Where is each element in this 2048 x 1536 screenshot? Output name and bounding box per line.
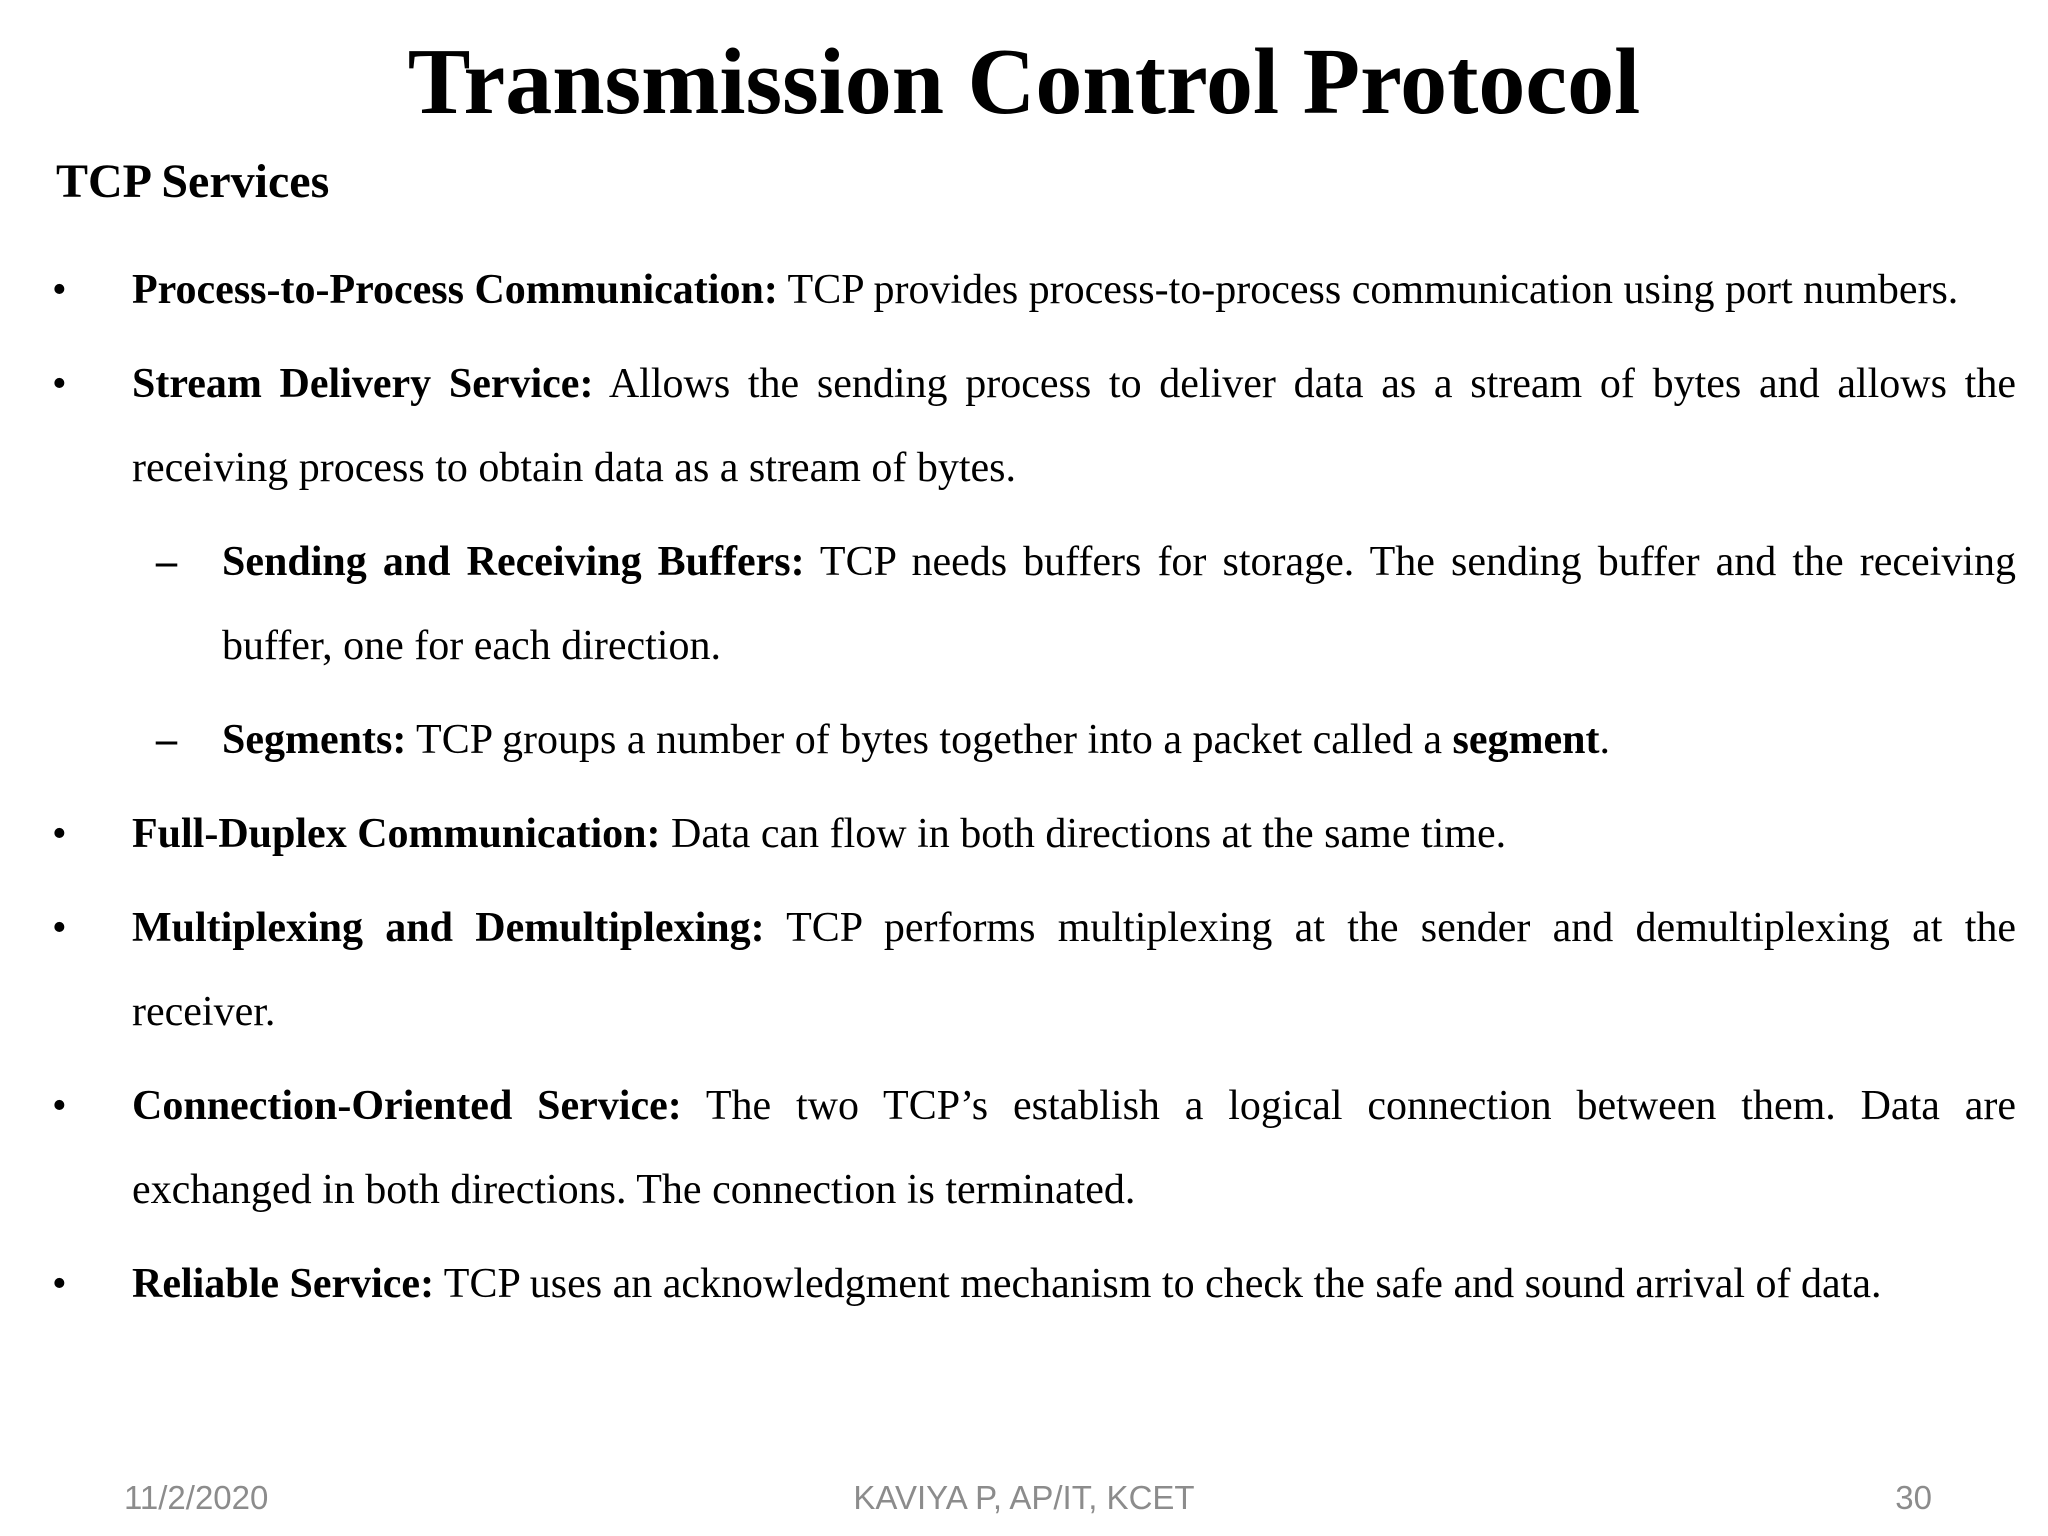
item-text: The two TCP’s establish a logical connection between them. Data are exchanged in both directions. The connection is terminated. [132,1083,2016,1213]
bullet-marker: • [52,905,67,951]
list-item [52,1064,2016,1232]
dash-marker: – [156,539,177,585]
item-label: Multiplexing and Demultiplexing: [132,905,765,951]
footer-author: KAVIYA P, AP/IT, KCET [853,1479,1195,1516]
bullet-marker: • [52,361,67,407]
item-label: Connection-Oriented Service: [132,1083,682,1129]
list-item [52,886,2016,1054]
item-text: TCP groups a number of bytes together into a packet called a [406,717,1453,763]
bullet-marker: • [52,267,67,313]
item-text: TCP uses an acknowledgment mechanism to check the safe and sound arrival of data. [434,1261,1882,1307]
sub-list-item [156,520,2016,688]
item-text: TCP provides process-to-process communication using port numbers. [777,267,1959,313]
item-text: Allows the sending process to deliver data as a stream of bytes and allows the receiving process to obtain data as a stream of bytes. [132,361,2016,491]
sub-list-item [156,698,2016,782]
list-item [52,248,2016,332]
item-text: TCP needs buffers for storage. The sending buffer and the receiving buffer, one for each direction. [222,539,2016,669]
services-list [0,248,2048,1336]
section-heading: TCP Services [56,155,330,208]
item-label: Segments: [222,717,407,763]
item-label: Full-Duplex Communication: [132,811,661,857]
list-item [52,1242,2016,1326]
item-label: Reliable Service: [132,1261,435,1307]
item-label: Sending and Receiving Buffers: [222,539,805,585]
page-number: 30 [1895,1479,1932,1516]
list-item [52,342,2016,510]
item-bold-term: segment [1452,717,1600,763]
item-text: TCP performs multiplexing at the sender and demultiplexing at the receiver. [132,905,2016,1035]
bullet-marker: • [52,1261,67,1307]
bullet-marker: • [52,1083,67,1129]
item-text: Data can flow in both directions at the same time. [660,811,1507,857]
footer-date: 11/2/2020 [124,1479,269,1516]
list-item [52,792,2016,876]
slide-title: Transmission Control Protocol [407,30,1641,134]
item-label: Stream Delivery Service: [132,361,594,407]
item-text-end: . [1599,717,1610,763]
bullet-marker: • [52,811,67,857]
dash-marker: – [156,717,177,763]
item-label: Process-to-Process Communication: [132,267,778,313]
